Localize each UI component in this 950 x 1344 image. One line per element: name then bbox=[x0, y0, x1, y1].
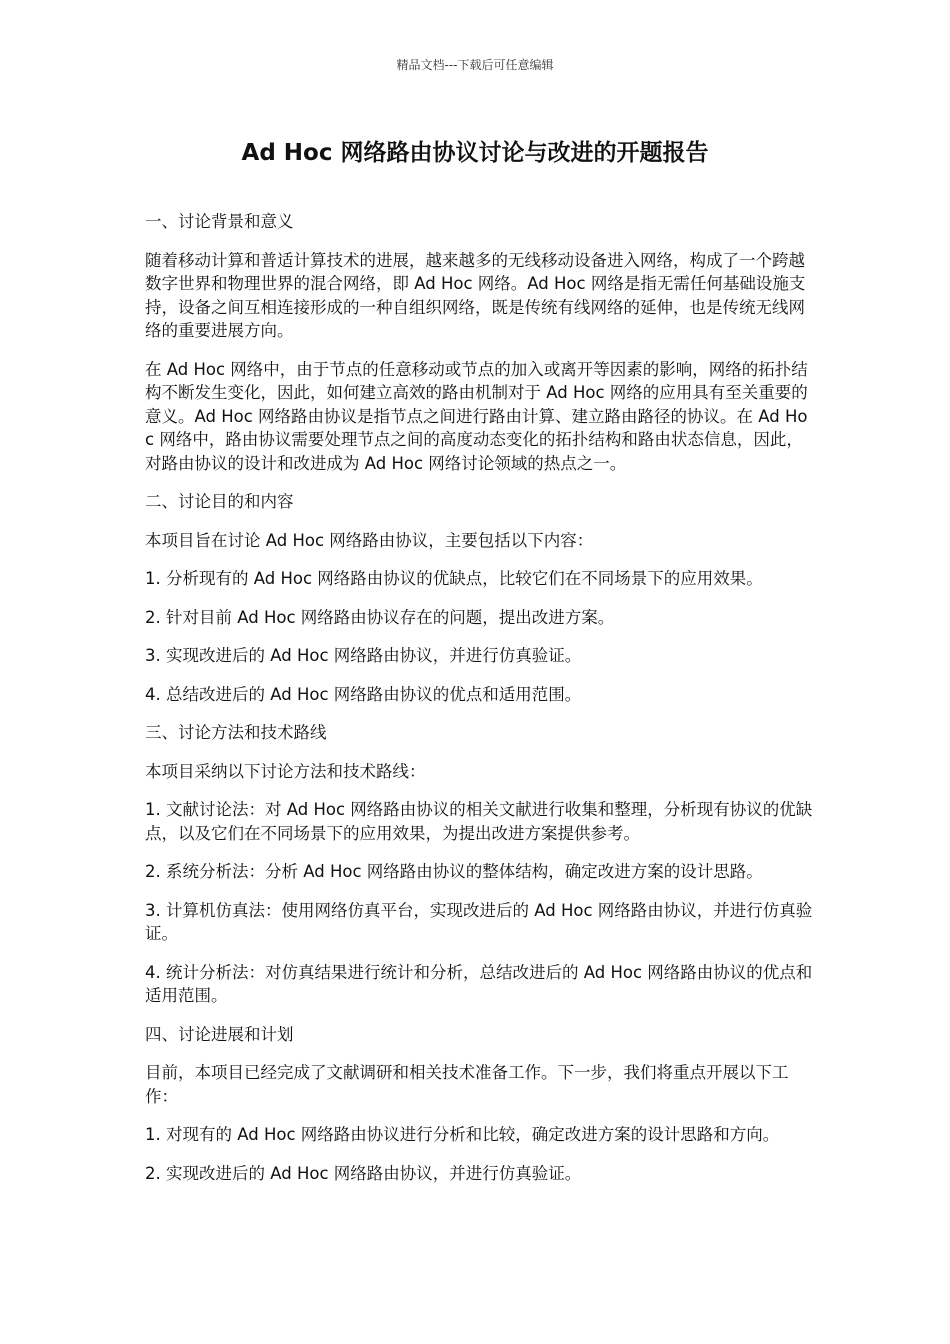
section-heading-methods: 三、讨论方法和技术路线 bbox=[145, 723, 327, 742]
section-heading-background: 一、讨论背景和意义 bbox=[145, 212, 294, 231]
list-item-progress-2: 2. 实现改进后的 Ad Hoc 网络路由协议，并进行仿真验证。 bbox=[145, 1163, 582, 1183]
list-item-purpose-4: 4. 总结改进后的 Ad Hoc 网络路由协议的优点和适用范围。 bbox=[145, 684, 582, 704]
section-heading-progress: 四、讨论进展和计划 bbox=[145, 1024, 294, 1044]
list-item-progress-1: 1. 对现有的 Ad Hoc 网络路由协议进行分析和比较，确定改进方案的设计思路和方向。 bbox=[145, 1125, 780, 1144]
list-item-methods-2: 2. 系统分析法：分析 Ad Hoc 网络路由协议的整体结构，确定改进方案的设计思路。 bbox=[145, 862, 763, 881]
list-item-methods-3: 3. 计算机仿真法：使用网络仿真平台，实现改进后的 Ad Hoc 网络路由协议，并进行仿真验证。 bbox=[145, 900, 813, 943]
paragraph-purpose-intro: 本项目旨在讨论 Ad Hoc 网络路由协议，主要包括以下内容： bbox=[145, 530, 594, 550]
paragraph-methods-intro: 本项目采纳以下讨论方法和技术路线： bbox=[145, 761, 426, 781]
list-item-methods-4: 4. 统计分析法：对仿真结果进行统计和分析，总结改进后的 Ad Hoc 网络路由协议的优点和适用范围。 bbox=[145, 962, 813, 1005]
paragraph-progress-intro: 目前，本项目已经完成了文献调研和相关技术准备工作。下一步，我们将重点开展以下工作： bbox=[145, 1063, 789, 1106]
document-title: Ad Hoc 网络路由协议讨论与改进的开题报告 bbox=[241, 140, 709, 166]
page-header: 精品文档---下载后可任意编辑 bbox=[396, 58, 554, 72]
document-body bbox=[145, 210, 813, 1200]
list-item-purpose-2: 2. 针对目前 Ad Hoc 网络路由协议存在的问题，提出改进方案。 bbox=[145, 607, 615, 627]
section-heading-purpose: 二、讨论目的和内容 bbox=[145, 492, 294, 511]
list-item-methods-1: 1. 文献讨论法：对 Ad Hoc 网络路由协议的相关文献进行收集和整理，分析现有协议的优缺点，以及它们在不同场景下的应用效果，为提出改进方案提供参考。 bbox=[145, 800, 813, 843]
list-item-purpose-3: 3. 实现改进后的 Ad Hoc 网络路由协议，并进行仿真验证。 bbox=[145, 646, 582, 665]
paragraph-background-1: 随着移动计算和普适计算技术的进展，越来越多的无线移动设备进入网络，构成了一个跨越数字世界和物理世界的混合网络，即 Ad Hoc 网络。Ad Hoc 网络是指无需任何基础设施支持，设备之间互相连接形成的一种自组织网络，既是传统有线网络的延伸，也是传统无线网络的重要进展方向。 bbox=[145, 250, 806, 340]
paragraph-background-2: 在 Ad Hoc 网络中，由于节点的任意移动或节点的加入或离开等因素的影响，网络的拓扑结构不断发生变化，因此，如何建立高效的路由机制对于 Ad Hoc 网络的应用具有至关重要的意义。Ad Hoc 网络路由协议是指节点之间进行路由计算、建立路由路径的协议。在 Ad Hoc 网络中，路由协议需要处理节点之间的高度动态变化的拓扑结构和路由状态信息，因此，对路由协议的设计和改进成为 Ad Hoc 网络讨论领域的热点之一。 bbox=[145, 359, 808, 473]
list-item-purpose-1: 1. 分析现有的 Ad Hoc 网络路由协议的优缺点，比较它们在不同场景下的应用效果。 bbox=[145, 569, 763, 588]
